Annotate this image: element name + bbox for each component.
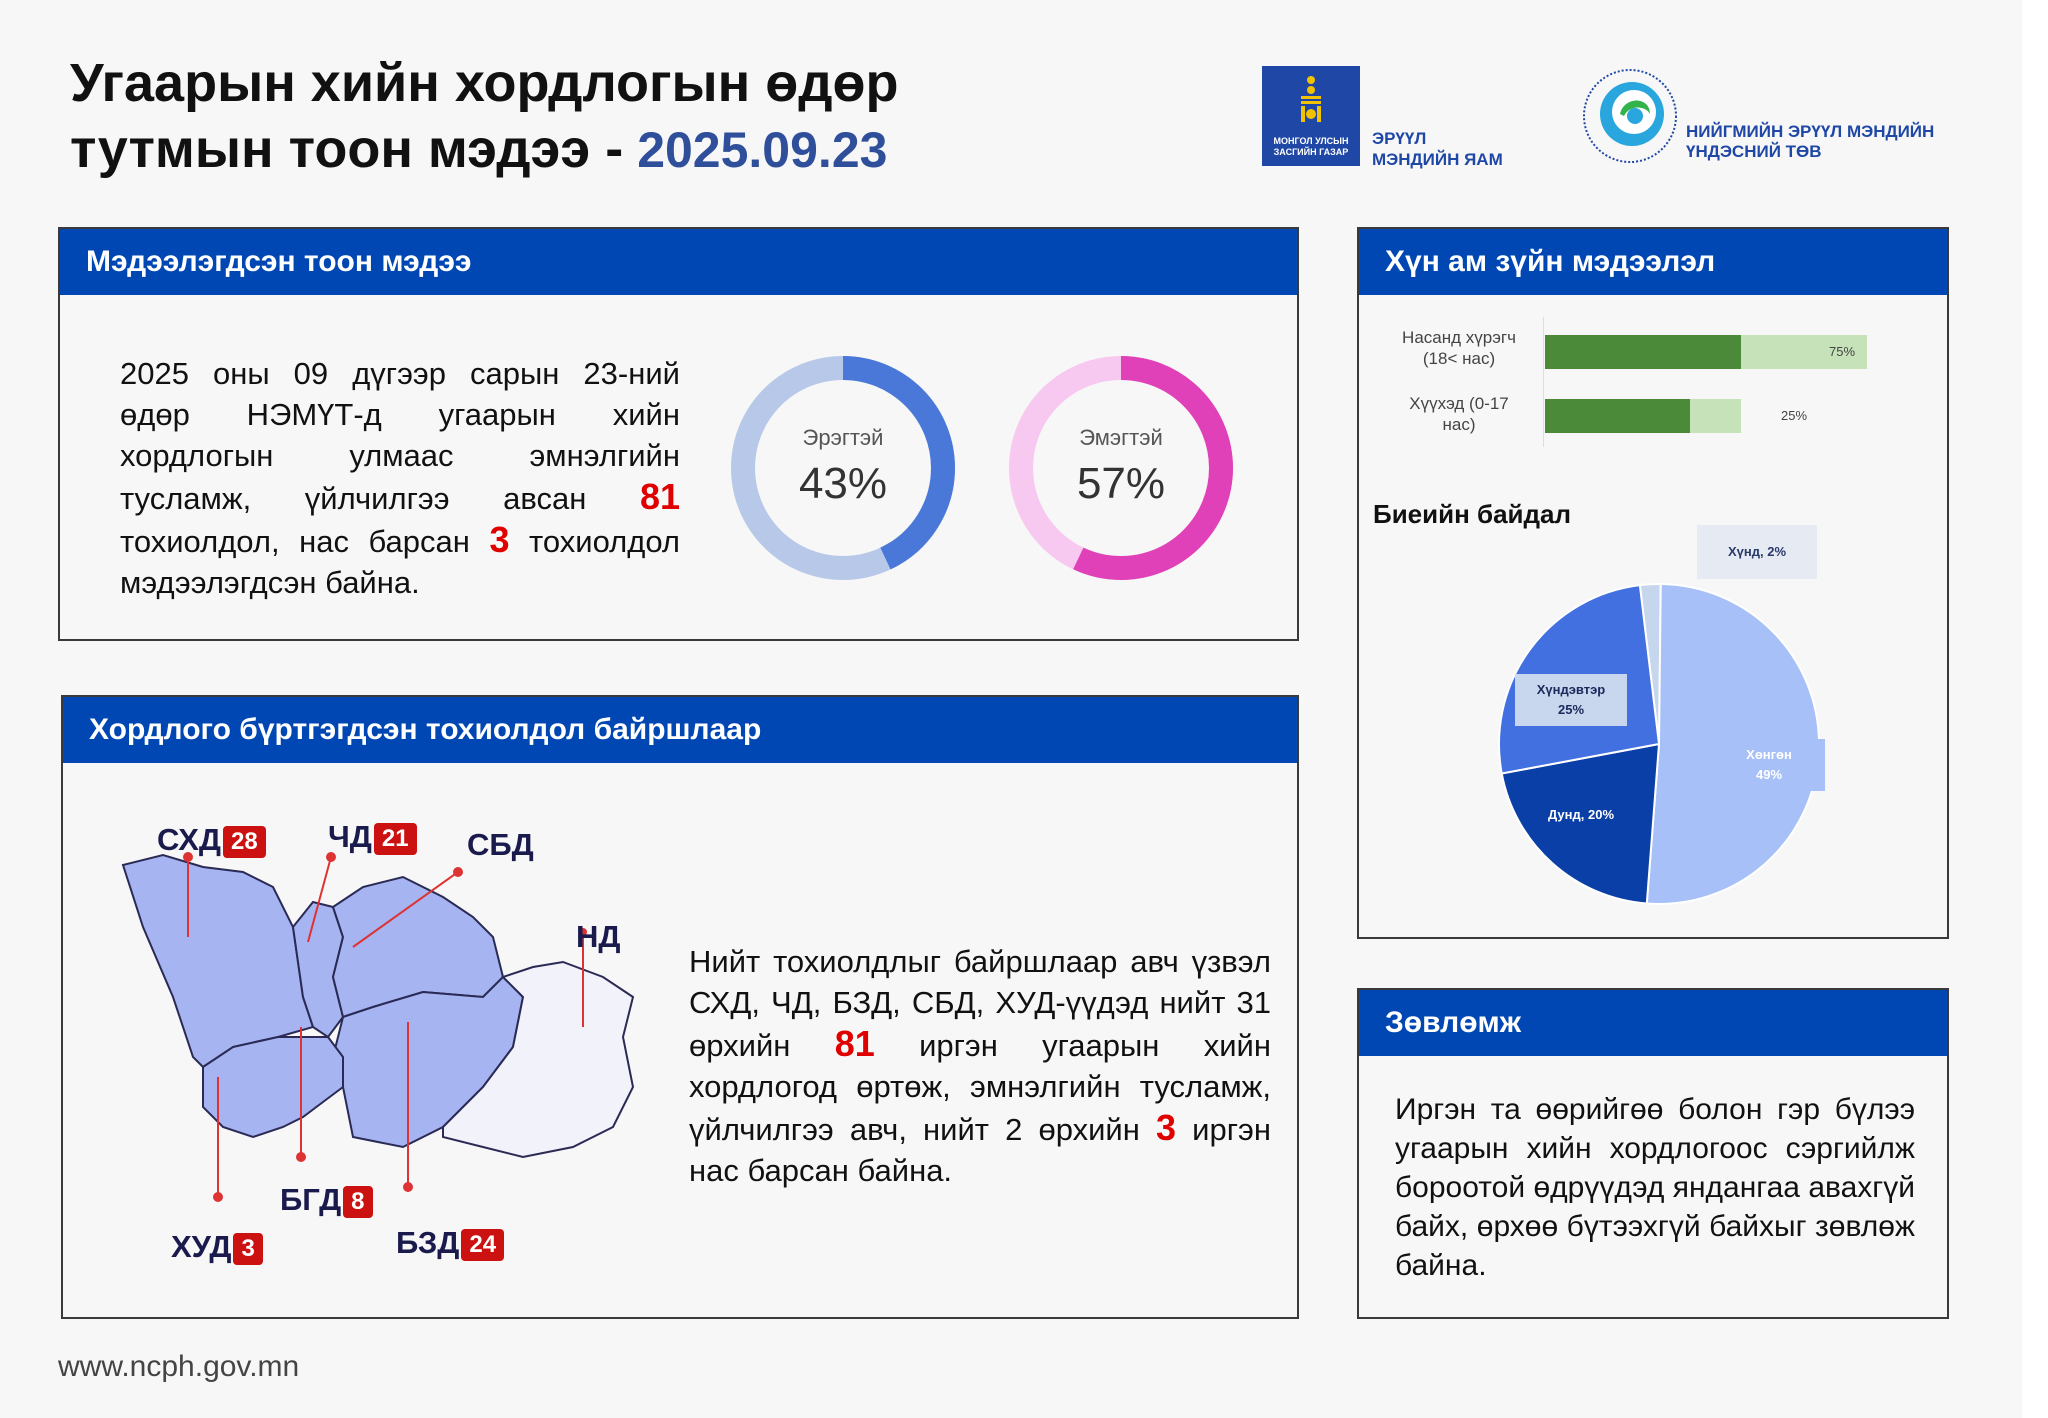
- reported-text-3: тохиолдол мэдээлэгдсэн байна.: [120, 524, 680, 600]
- demographics-panel: [1357, 227, 1949, 939]
- age-bar-fill: [1545, 399, 1690, 433]
- footer-url[interactable]: www.ncph.gov.mn: [58, 1350, 300, 1383]
- ncph-name-line2: ҮНДЭСНИЙ ТӨВ: [1686, 142, 1822, 161]
- ncph-logo-icon: [1580, 66, 1680, 166]
- location-cases: 81: [834, 1023, 875, 1064]
- demographics-heading: Хүн ам зүйн мэдээлэл: [1359, 229, 1947, 295]
- advice-text: Иргэн та өөрийгөө болон гэр бүлээ угаарын хийн хордлогоос сэргийлж бороотой өдрүүдэд яндангаа авахгүй байх, өрхөө бүтээхгүй байхыг зөвлөж байна.: [1395, 1093, 1915, 1282]
- pie-label-moderate: Дунд, 20%: [1548, 807, 1614, 822]
- page-title: [70, 50, 898, 183]
- location-text-1: Нийт тохиолдлыг байршлаар авч үзвэл СХД, ЧД, БЗД, СБД, ХУД-үүдэд нийт 31 өрхийн: [689, 944, 1271, 1063]
- district-label-hud: ХУД 3: [171, 1229, 263, 1265]
- district-map: [103, 827, 663, 1227]
- logo1-text: МОНГОЛ УЛСЫН ЗАСГИЙН ГАЗАР: [1273, 136, 1349, 157]
- age-bar-fill: [1545, 335, 1741, 369]
- pie-label-mild: Хөнгөн 49%: [1713, 739, 1825, 791]
- ncph-name: [1686, 122, 1934, 162]
- district-label-nd: НД: [576, 919, 621, 954]
- district-label-bgd: БГД 8: [280, 1182, 373, 1218]
- reported-text: [120, 353, 680, 603]
- ncph-name-line1: НИЙГМИЙН ЭРҮҮЛ МЭНДИЙН: [1686, 122, 1935, 141]
- reported-text-2: тохиолдол, нас барсан: [120, 524, 470, 559]
- district-label-shd: СХД 28: [157, 822, 266, 858]
- district-label-chd: ЧД 21: [328, 819, 417, 855]
- location-text: [689, 941, 1271, 1191]
- map-district-hud: [203, 1037, 343, 1137]
- female-label: Эмэгтэй: [1079, 425, 1163, 450]
- district-count-bgd: 8: [343, 1186, 372, 1218]
- age-bar-label-child: Хүүхэд (0-17 нас): [1409, 394, 1509, 434]
- pie-label-moderate-severe: Хүндэвтэр 25%: [1515, 674, 1627, 726]
- ministry-logo: [1262, 66, 1360, 166]
- district-count-bzd: 24: [461, 1229, 504, 1261]
- cases-count: 81: [639, 476, 680, 517]
- district-count-chd: 21: [374, 823, 417, 855]
- reported-panel: [58, 227, 1299, 641]
- age-bar-label-adult: Насанд хүрэгч (18< нас): [1402, 328, 1516, 368]
- ministry-name: [1372, 128, 1503, 170]
- location-heading: Хордлого бүртгэгдсэн тохиолдол байршлаар: [63, 697, 1297, 763]
- report-date: 2025.09.23: [637, 122, 888, 178]
- ministry-name-line1: ЭРҮҮЛ: [1372, 129, 1427, 148]
- map-district-shd: [123, 855, 313, 1067]
- district-label-sbd: СБД: [467, 827, 534, 862]
- location-deaths: 3: [1156, 1107, 1177, 1148]
- location-panel: [61, 695, 1299, 1319]
- female-donut: [1008, 355, 1234, 581]
- ministry-name-line2: МЭНДИЙН ЯАМ: [1372, 150, 1503, 169]
- pie-label-severe: Хүнд, 2%: [1697, 525, 1817, 579]
- soyombo-icon: [1298, 74, 1324, 126]
- title-line-2: тутмын тоон мэдээ -: [70, 119, 624, 179]
- district-count-hud: 3: [233, 1233, 262, 1265]
- deaths-count: 3: [489, 519, 510, 560]
- male-donut: [730, 355, 956, 581]
- advice-panel: [1357, 988, 1949, 1319]
- age-bar-value: 75%: [1829, 344, 1856, 359]
- body-condition-title: Биеийн байдал: [1373, 499, 1572, 529]
- district-label-bzd: БЗД 24: [396, 1225, 504, 1261]
- location-text-3: иргэн нас барсан байна.: [689, 1112, 1271, 1188]
- age-bar-value: 25%: [1781, 408, 1808, 423]
- advice-heading: Зөвлөмж: [1359, 990, 1947, 1056]
- district-count-shd: 28: [223, 826, 266, 858]
- reported-text-1: 2025 оны 09 дүгээр сарын 23-ний өдөр НЭМҮТ-д угаарын хийн хордлогын улмаас эмнэлгийн тусламж, үйлчилгээ авсан: [120, 356, 680, 516]
- male-label: Эрэгтэй: [802, 425, 884, 450]
- title-line-1: Угаарын хийн хордлогын өдөр: [70, 53, 899, 113]
- female-value: 57%: [1076, 459, 1166, 508]
- location-text-2: иргэн угаарын хийн хордлогод өртөж, эмнэлгийн тусламж, үйлчилгээ авч, нийт 2 өрхийн: [689, 1028, 1271, 1147]
- reported-heading: Мэдээлэгдсэн тоон мэдээ: [60, 229, 1297, 295]
- male-value: 43%: [798, 459, 888, 508]
